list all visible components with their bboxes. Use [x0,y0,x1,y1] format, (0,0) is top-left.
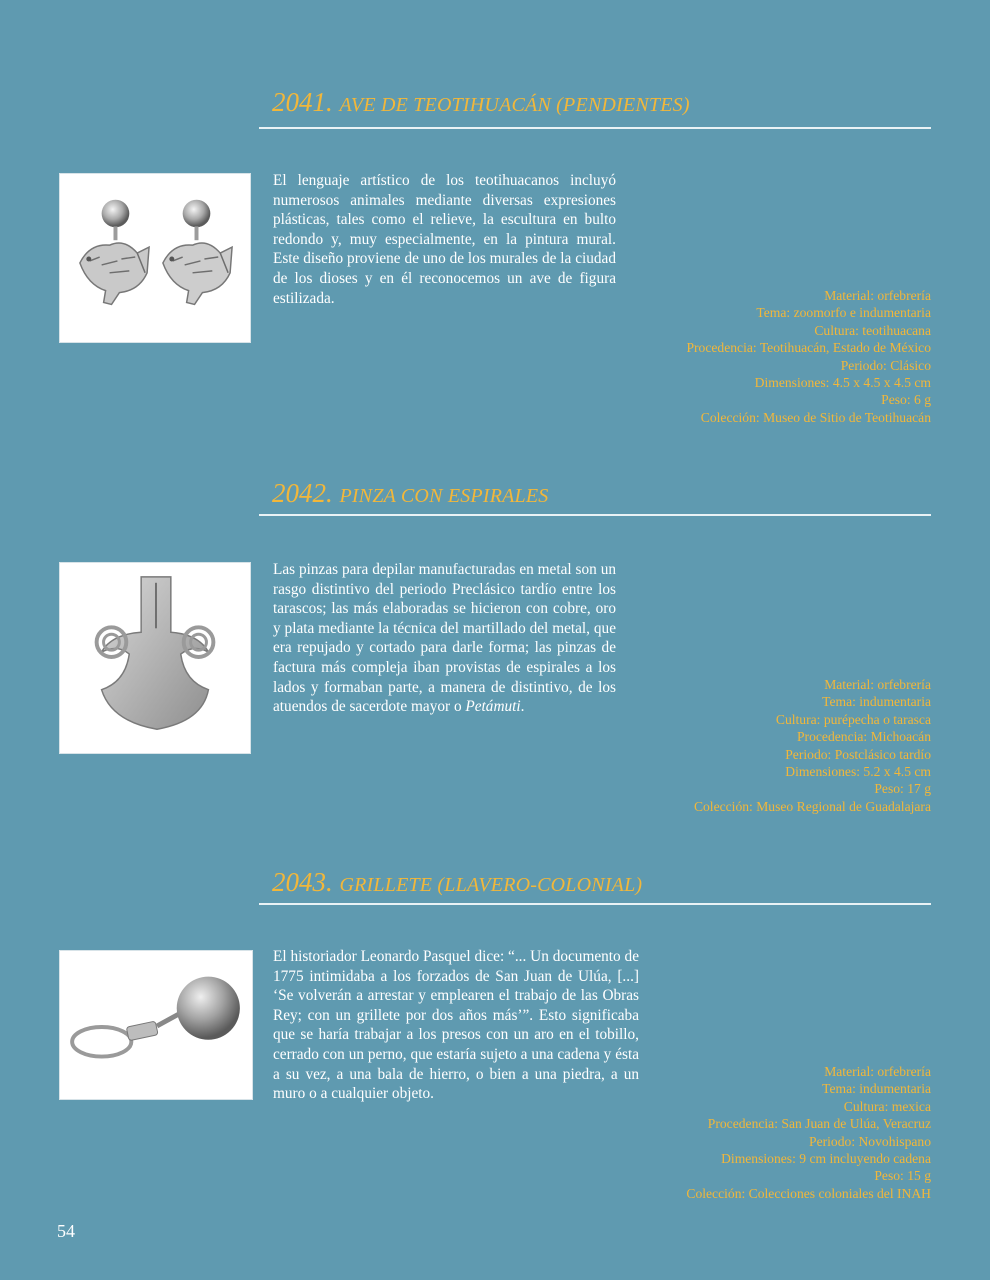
meta-material: Material: orfebrería [824,1064,931,1079]
meta-peso: Peso: 17 g [874,781,931,797]
entry-metadata [511,287,931,426]
title-divider [259,127,931,129]
meta-peso: Peso: 6 g [881,392,931,408]
meta-coleccion: Colección: Colecciones coloniales del INAH [686,1185,931,1201]
meta-periodo: Periodo: Postclásico tardío [785,746,931,762]
title-divider [259,903,931,905]
description-end: . [520,698,525,716]
meta-tema: Tema: indumentaria [822,1081,931,1097]
entry-title-main: AVE DE TEOTIHUACÁN [339,94,551,116]
meta-material: Material: orfebrería [824,288,931,303]
entry-number: 2041. [272,87,333,117]
meta-procedencia: Procedencia: San Juan de Ulúa, Veracruz [707,1116,931,1132]
entry-number: 2043. [272,867,333,897]
description-text: Las pinzas para depilar manufacturadas en metal son un rasgo distintivo del periodo Preclásico tardío entre los tarascos; las más elaboradas se hicieron con cobre, oro y plata mediante la técnica del martillado del metal, que era repujado y cortado para darle forma; las pinzas de factura más compleja iban provistas de espirales a los lados y formaban parte, a manera de distintivo, de los atuendos de sacerdote mayor o [273,561,616,716]
meta-material: Material: orfebrería [824,677,931,692]
entry-description: El historiador Leonardo Pasquel dice: “... Un documento de 1775 intimidaba a los forzados de San Juan de Ulúa, [...] ‘Se volverán a arrestar y emplearen el trabajo de las Obras Rey; con un grillete por dos años más’”. Esto significaba que se haría trabajar a los presos con un aro en el tobillo, cerrado con un perno, que estaría sujeto a una cadena y ésta a su vez, a una bala de hierro, o bien a una piedra, a un muro o a cualquier objeto. [273,948,639,1103]
earrings-bird-image [59,173,251,343]
entry-title-sub: (LLAVERO-COLONIAL) [432,874,643,896]
entry-title-main: PINZA CON ESPIRALES [339,485,549,507]
entry-metadata [511,1063,931,1202]
description-italic-term: Petámuti [465,698,521,716]
meta-procedencia: Procedencia: Teotihuacán, Estado de México [686,340,931,356]
entry-title [272,477,932,512]
entry-title [272,86,932,121]
title-divider [259,514,931,516]
meta-periodo: Periodo: Novohispano [809,1133,931,1149]
entry-title [272,866,932,901]
entry-description: El lenguaje artístico de los teotihuacanos incluyó numerosos animales mediante diversas expresiones plásticas, tales como el relieve, la escultura en bulto redondo y, muy especialmente, en la pintura mural. Este diseño proviene de uno de los murales de la ciudad de los dioses y en él reconocemos un ave de figura estilizada. [273,172,616,307]
meta-tema: Tema: zoomorfo e indumentaria [756,305,931,321]
meta-dimensiones: Dimensiones: 4.5 x 4.5 x 4.5 cm [754,375,931,391]
tweezers-spirals-image [59,562,251,754]
shackle-keychain-image [59,950,253,1100]
meta-cultura: Cultura: mexica [843,1098,931,1114]
meta-dimensiones: Dimensiones: 9 cm incluyendo cadena [721,1151,931,1167]
page-number: 54 [57,1221,75,1241]
meta-periodo: Periodo: Clásico [840,357,931,373]
meta-procedencia: Procedencia: Michoacán [797,729,931,745]
meta-tema: Tema: indumentaria [822,694,931,710]
meta-cultura: Cultura: teotihuacana [814,322,931,338]
meta-peso: Peso: 15 g [874,1168,931,1184]
entry-number: 2042. [272,478,333,508]
meta-coleccion: Colección: Museo Regional de Guadalajara [693,798,931,814]
meta-cultura: Cultura: purépecha o tarasca [775,711,931,727]
meta-coleccion: Colección: Museo de Sitio de Teotihuacán [700,409,931,425]
entry-title-main: GRILLETE [339,874,433,896]
meta-dimensiones: Dimensiones: 5.2 x 4.5 cm [785,764,931,780]
entry-title-sub: (PENDIENTES) [550,94,690,116]
entry-metadata [511,676,931,815]
